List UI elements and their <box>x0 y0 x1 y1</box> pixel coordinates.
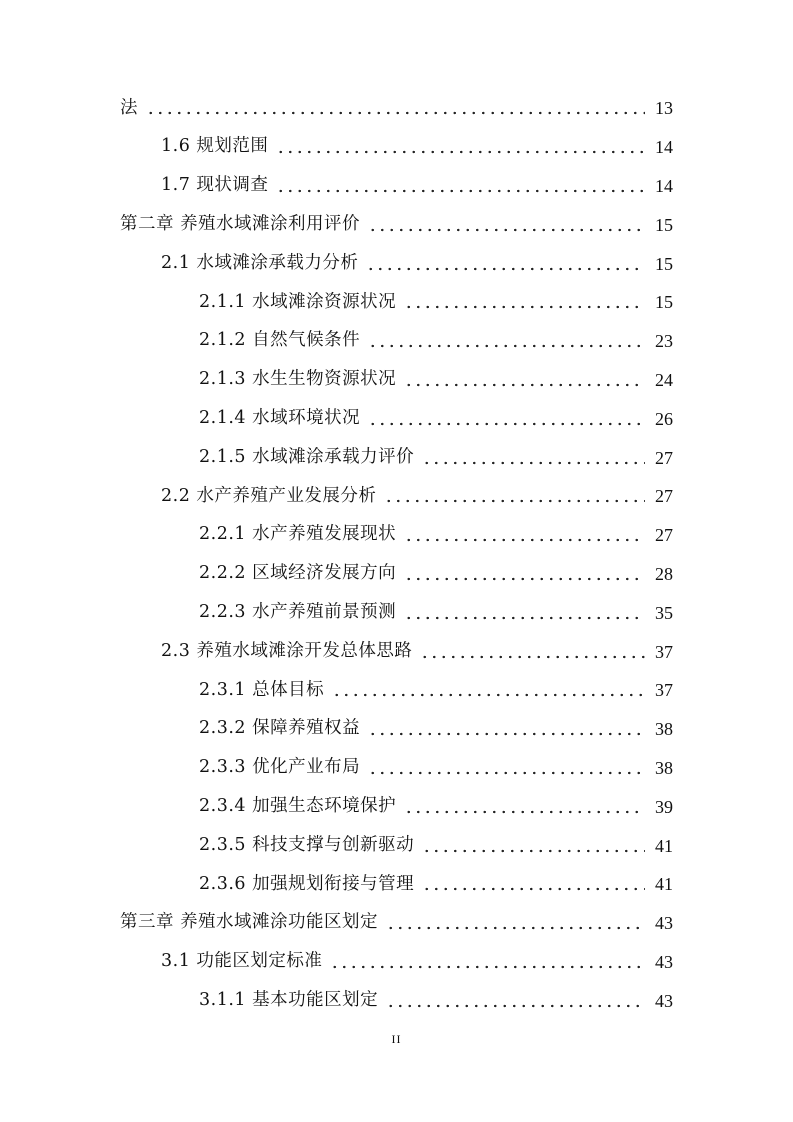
toc-entry-title: 2.2.2 区域经济发展方向 <box>199 563 397 584</box>
toc-entry-line <box>199 438 673 477</box>
toc-entry-title: 第二章 养殖水域滩涂利用评价 <box>120 214 361 235</box>
dot-leader <box>332 692 645 698</box>
dot-leader <box>368 731 645 737</box>
toc-entry-line <box>199 283 673 322</box>
toc-entry[interactable] <box>0 399 793 438</box>
toc-entry-page-number: 26 <box>655 408 673 429</box>
toc-entry[interactable] <box>0 632 793 671</box>
toc-entry-line <box>161 632 673 671</box>
toc-entry-line <box>199 826 673 865</box>
toc-entry-title: 第三章 养殖水域滩涂功能区划定 <box>120 912 379 933</box>
toc-entry-page-number: 28 <box>655 563 673 584</box>
toc-entry-title: 2.3.2 保障养殖权益 <box>199 718 361 739</box>
toc-entry-line <box>199 593 673 632</box>
dot-leader <box>422 848 645 854</box>
toc-entry-page-number: 35 <box>655 602 673 623</box>
toc-entry-line <box>161 244 673 283</box>
toc-entry[interactable] <box>0 205 793 244</box>
toc-entry-page-number: 37 <box>655 680 673 701</box>
toc-entry[interactable] <box>0 981 793 1020</box>
dot-leader <box>384 498 645 504</box>
toc-entry-title: 1.7 现状调查 <box>161 175 269 196</box>
toc-entry-title: 1.6 规划范围 <box>161 136 269 157</box>
toc-entry-line <box>199 322 673 361</box>
toc-entry-line <box>199 787 673 826</box>
dot-leader <box>368 421 645 427</box>
dot-leader <box>368 770 645 776</box>
toc-entry-line <box>199 399 673 438</box>
toc-entry[interactable] <box>0 671 793 710</box>
toc-entry-page-number: 43 <box>655 990 673 1011</box>
toc-entry-page-number: 38 <box>655 719 673 740</box>
page-number-footer: II <box>391 1032 402 1046</box>
toc-entry-page-number: 23 <box>655 331 673 352</box>
toc-entry-page-number: 15 <box>655 292 673 313</box>
toc-entry[interactable] <box>0 477 793 516</box>
toc-entry[interactable] <box>0 438 793 477</box>
dot-leader <box>386 925 645 931</box>
toc-entry-line <box>161 128 673 167</box>
toc-entry-line <box>199 516 673 555</box>
toc-entry-title: 2.1.1 水域滩涂资源状况 <box>199 291 397 312</box>
dot-leader <box>404 537 645 543</box>
dot-leader <box>366 266 645 272</box>
toc-entry-line <box>199 361 673 400</box>
toc-entry-line <box>199 749 673 788</box>
toc-entry-title: 2.2.3 水产养殖前景预测 <box>199 602 397 622</box>
dot-leader <box>146 110 645 116</box>
toc-entry-page-number: 41 <box>655 835 673 856</box>
toc-entry-title: 2.1.3 水生生物资源状况 <box>199 369 397 390</box>
toc-entry-page-number: 13 <box>655 98 673 119</box>
toc-entry[interactable] <box>0 749 793 788</box>
dot-leader <box>368 227 645 233</box>
toc-entry-line <box>199 981 673 1020</box>
toc-entry-page-number: 14 <box>655 175 673 196</box>
dot-leader <box>420 654 645 660</box>
toc-entry[interactable] <box>0 361 793 400</box>
dot-leader <box>404 809 645 815</box>
toc-entry-title: 2.1.5 水域滩涂承载力评价 <box>199 446 415 467</box>
dot-leader <box>404 304 645 310</box>
dot-leader <box>404 615 645 621</box>
toc-entry-line <box>161 477 673 516</box>
toc-entry[interactable] <box>0 555 793 594</box>
toc-entry-title: 2.2.1 水产养殖发展现状 <box>199 524 397 545</box>
dot-leader <box>276 149 645 155</box>
toc-entry[interactable] <box>0 89 793 128</box>
toc-entry-title: 2.1 水域滩涂承载力分析 <box>161 252 359 273</box>
toc-entry[interactable] <box>0 865 793 904</box>
table-of-contents <box>0 89 793 1020</box>
toc-entry-line <box>120 904 673 943</box>
toc-entry[interactable] <box>0 322 793 361</box>
toc-entry-title: 2.3.4 加强生态环境保护 <box>199 795 397 816</box>
toc-entry-line <box>199 671 673 710</box>
toc-entry-title: 3.1 功能区划定标准 <box>161 951 323 972</box>
toc-entry-title: 2.1.4 水域环境状况 <box>199 408 361 429</box>
toc-entry-page-number: 27 <box>655 525 673 546</box>
toc-entry[interactable] <box>0 710 793 749</box>
toc-entry-title: 3.1.1 基本功能区划定 <box>199 989 379 1010</box>
toc-entry-line <box>161 167 673 206</box>
toc-entry-line <box>199 710 673 749</box>
toc-entry[interactable] <box>0 593 793 632</box>
dot-leader <box>368 343 645 349</box>
toc-entry-title: 2.3.3 优化产业布局 <box>199 757 361 778</box>
toc-entry[interactable] <box>0 904 793 943</box>
toc-entry-title: 2.3.6 加强规划衔接与管理 <box>199 873 415 894</box>
toc-entry-line <box>120 89 673 128</box>
toc-entry-page-number: 14 <box>655 137 673 158</box>
toc-entry[interactable] <box>0 826 793 865</box>
toc-entry-page-number: 43 <box>655 951 673 972</box>
toc-entry-title: 2.3 养殖水域滩涂开发总体思路 <box>161 640 413 661</box>
toc-entry-page-number: 41 <box>655 874 673 895</box>
toc-entry-page-number: 15 <box>655 214 673 235</box>
toc-entry-title: 法 <box>120 97 138 118</box>
dot-leader <box>330 964 645 970</box>
toc-entry-page-number: 39 <box>655 796 673 817</box>
dot-leader <box>422 460 645 466</box>
toc-entry[interactable] <box>0 128 793 167</box>
dot-leader <box>404 382 645 388</box>
toc-entry[interactable] <box>0 283 793 322</box>
toc-entry-page-number: 27 <box>655 447 673 468</box>
toc-entry-title: 2.1.2 自然气候条件 <box>199 330 361 351</box>
toc-entry-line <box>199 555 673 594</box>
toc-entry-title: 2.3.5 科技支撑与创新驱动 <box>199 834 415 855</box>
toc-entry-line <box>161 943 673 982</box>
toc-entry-page-number: 37 <box>655 641 673 662</box>
toc-entry[interactable] <box>0 787 793 826</box>
toc-entry-page-number: 43 <box>655 913 673 934</box>
toc-entry-line <box>120 205 673 244</box>
toc-entry[interactable] <box>0 167 793 206</box>
toc-entry-title: 2.3.1 总体目标 <box>199 679 325 700</box>
dot-leader <box>422 886 645 892</box>
toc-entry-page-number: 15 <box>655 253 673 274</box>
toc-entry-line <box>199 865 673 904</box>
dot-leader <box>386 1003 645 1009</box>
toc-entry-page-number: 38 <box>655 757 673 778</box>
toc-entry[interactable] <box>0 943 793 982</box>
toc-entry-page-number: 27 <box>655 486 673 507</box>
toc-entry-page-number: 24 <box>655 369 673 390</box>
toc-entry[interactable] <box>0 244 793 283</box>
toc-entry-title: 2.2 水产养殖产业发展分析 <box>161 485 377 506</box>
toc-entry[interactable] <box>0 516 793 555</box>
dot-leader <box>276 188 645 194</box>
dot-leader <box>404 576 645 582</box>
